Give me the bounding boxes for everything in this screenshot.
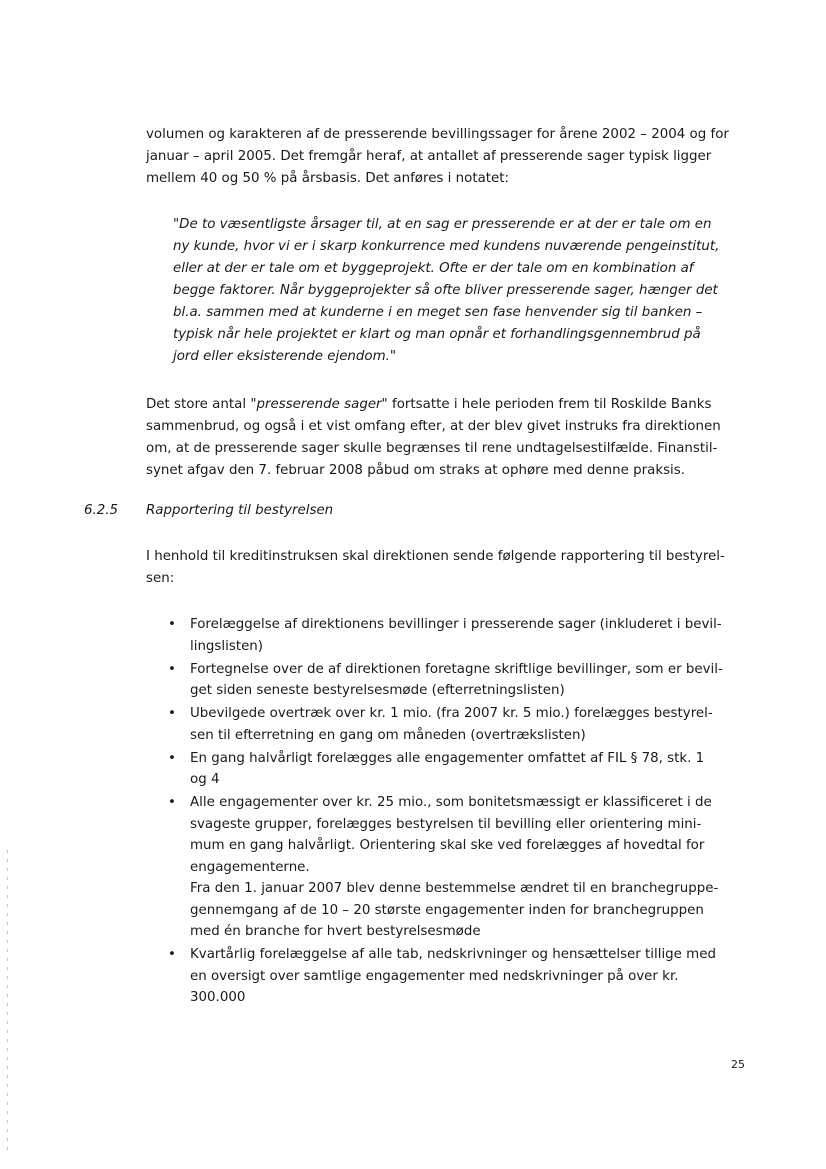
page-number: 25 xyxy=(731,1058,745,1071)
quote-line: "De to væsentligste årsager til, at en sag er presserende er at der er tale om en xyxy=(173,217,712,232)
italic-term: "presserende sager" xyxy=(250,397,388,412)
text-line: volumen og karakteren af de presserende bevillingssager for årene 2002 – 2004 og for xyxy=(146,127,729,142)
bullet-icon: • xyxy=(168,706,176,721)
text-line: mellem 40 og 50 % på årsbasis. Det anføres i notatet: xyxy=(146,171,510,186)
section-number: 6.2.5 xyxy=(84,503,119,518)
section-title: Rapportering til bestyrelsen xyxy=(146,503,334,518)
bullet-icon: • xyxy=(168,947,176,962)
text-line: med én branche for hvert bestyrelsesmøde xyxy=(190,924,481,939)
text-line: get siden seneste bestyrelsesmøde (efterretningslisten) xyxy=(190,683,565,698)
text-line: Forelæggelse af direktionens bevillinger i presserende sager (inkluderet i bevil- xyxy=(190,617,722,632)
text-line xyxy=(146,394,758,416)
text-line: sen: xyxy=(146,571,175,586)
list-item xyxy=(146,614,758,657)
paragraph-presserende-sager xyxy=(146,394,758,482)
text-line: lingslisten) xyxy=(190,638,264,654)
list-item xyxy=(146,703,758,746)
list-item xyxy=(146,944,758,1009)
text-line: januar – april 2005. Det fremgår heraf, at antallet af presserende sager typisk ligger xyxy=(146,149,712,164)
text-line: gennemgang af de 10 – 20 største engagementer inden for branchegruppen xyxy=(190,902,704,918)
bullet-icon: • xyxy=(168,661,176,677)
text-line: Fortegnelse over de af direktionen foretagne skriftlige bevillinger, som er bevil- xyxy=(190,661,723,677)
quote-line: bl.a. sammen med at kunderne i en meget sen fase henvender sig til banken – xyxy=(173,305,703,320)
quote-line: ny kunde, hvor vi er i skarp konkurrence med kundens nuværende pengeinstitut, xyxy=(173,239,720,254)
text-line: sammenbrud, og også i et vist omfang efter, at der blev givet instruks fra direktionen xyxy=(146,419,721,434)
bullet-icon: • xyxy=(168,617,176,632)
text-segment: fortsatte i hele perioden frem til Roskilde Banks xyxy=(387,397,712,412)
quote-line: jord eller eksisterende ejendom." xyxy=(173,349,397,364)
text-line: En gang halvårligt forelægges alle engagementer omfattet af FIL § 78, stk. 1 xyxy=(190,750,705,766)
text-line: om, at de presserende sager skulle begrænses til rene undtagelsestilfælde. Finanstil- xyxy=(146,441,718,456)
text-line: Fra den 1. januar 2007 blev denne bestemmelse ændret til en branchegruppe- xyxy=(190,881,719,896)
quote-line: typisk når hele projektet er klart og man opnår et forhandlingsgennembrud på xyxy=(173,327,701,342)
paragraph-kreditinstruks xyxy=(146,546,758,590)
text-line: I henhold til kreditinstruksen skal direktionen sende følgende rapportering til bestyrel- xyxy=(146,549,725,564)
text-line: 300.000 xyxy=(190,990,246,1005)
bullet-icon: • xyxy=(168,795,176,810)
text-line: Ubevilgede overtræk over kr. 1 mio. (fra 2007 kr. 5 mio.) forelægges bestyrel- xyxy=(190,706,713,721)
text-line: mum en gang halvårligt. Orientering skal ske ved forelægges af hovedtal for xyxy=(190,838,705,853)
list-item xyxy=(146,659,758,702)
text-line: svageste grupper, forelægges bestyrelsen til bevilling eller orientering mini- xyxy=(190,816,702,832)
text-line: engagementerne. xyxy=(190,859,310,875)
text-line: Kvartårlig forelæggelse af alle tab, nedskrivninger og hensættelser tillige med xyxy=(190,947,716,962)
scan-edge-mark xyxy=(7,850,8,1150)
text-line: en oversigt over samtlige engagementer med nedskrivninger på over kr. xyxy=(190,968,679,984)
list-item xyxy=(146,792,758,943)
quote-line: begge faktorer. Når byggeprojekter så ofte bliver presserende sager, hænger det xyxy=(173,283,718,298)
text-line: Alle engagementer over kr. 25 mio., som bonitetsmæssigt er klassificeret i de xyxy=(190,795,712,810)
reporting-list xyxy=(146,614,758,1010)
intro-paragraph xyxy=(146,124,758,190)
text-line: synet afgav den 7. februar 2008 påbud om straks at ophøre med denne praksis. xyxy=(146,463,685,478)
text-segment: Det store antal xyxy=(146,397,251,412)
list-item xyxy=(146,748,758,791)
block-quote xyxy=(173,214,763,368)
bullet-icon: • xyxy=(168,750,176,766)
text-line: og 4 xyxy=(190,772,220,787)
quote-line: eller at der er tale om et byggeprojekt. Ofte er der tale om en kombination af xyxy=(173,261,694,276)
text-line: sen til efterretning en gang om måneden (overtrækslisten) xyxy=(190,727,586,743)
